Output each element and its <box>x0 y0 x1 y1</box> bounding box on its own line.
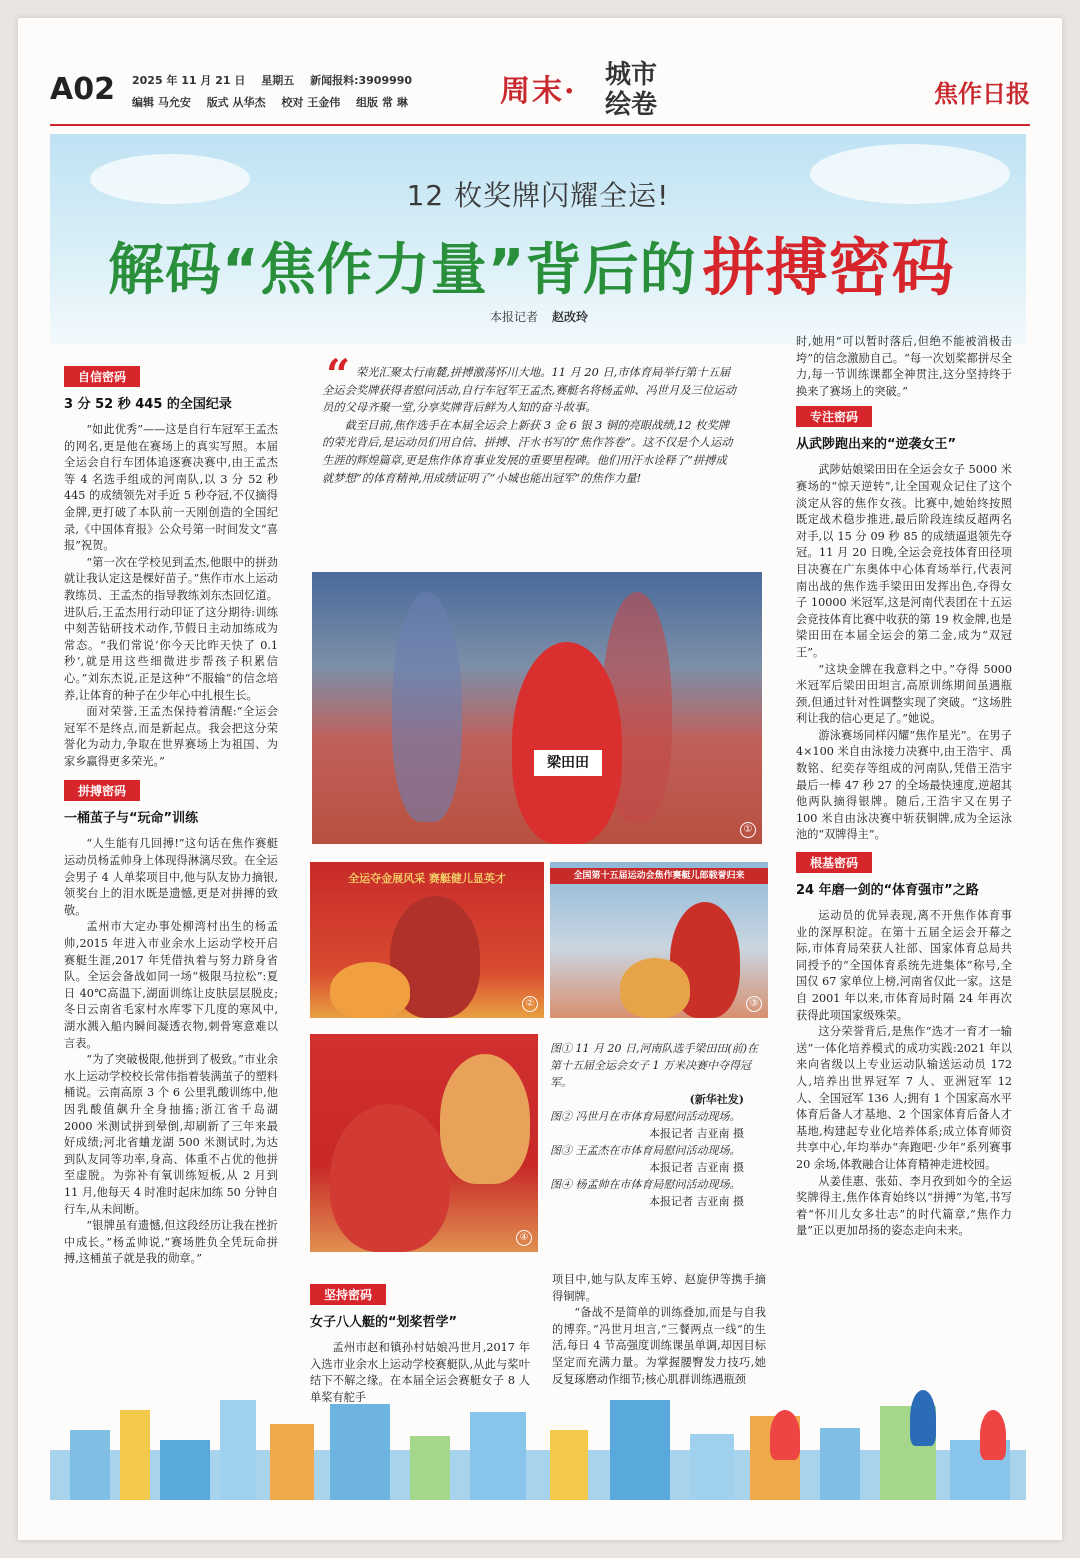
photo-runner <box>312 572 762 844</box>
bib-number: 梁田田 <box>534 750 602 776</box>
caption-credit: 本报记者 吉亚南 摄 <box>649 1195 744 1208</box>
photo-feng-shiyue <box>310 862 544 1018</box>
column-name: 周末· <box>500 74 577 109</box>
staff-credits <box>132 94 420 110</box>
section-tag: 自信密码 <box>64 366 140 387</box>
building-icon <box>690 1434 734 1500</box>
caption-credit: (新华社发) <box>689 1093 744 1106</box>
paragraph: 项目中,她与队友库玉婷、赵旋伊等携手摘得铜牌。 <box>552 1273 766 1303</box>
paragraph: “人生能有几回搏!”这句话在焦作赛艇运动员杨孟帅身上体现得淋漓尽致。在全运会男子 4 人单桨项目中,他与队友协力摘银,领奖台上的泪水既是遗憾,更是对拼搏的致敬。 <box>64 837 278 917</box>
badminton-player-icon <box>980 1410 1006 1460</box>
caption: 图② 冯世月在市体育局慰问活动现场。 <box>550 1110 741 1123</box>
column-name-secondary: 城市绘卷 <box>604 60 657 120</box>
section-subtitle: 从武陟跑出来的“逆袭女王” <box>796 437 957 453</box>
photo-backdrop-banner: 全国第十五届运动会焦作赛艇儿郎载誉归来 <box>550 868 768 884</box>
editor-credit: 编辑 马允安 <box>132 96 191 109</box>
paragraph: “银牌虽有遗憾,但这段经历让我在挫折中成长。”杨孟帅说,“赛场胜负全凭玩命拼搏,这桶茧子就是我的勋章。” <box>64 1219 278 1266</box>
paragraph: “这块金牌在我意料之中。”夺得 5000 米冠军后梁田田坦言,高原训练期间虽遇瓶颈,但通过针对性调整实现了突破。“这场胜利让我的信心更足了。”她说。 <box>796 662 1012 726</box>
newspaper-brand: 焦作日报 <box>934 79 1030 108</box>
athlete-figure <box>330 1104 450 1252</box>
paragraph: “备战不是简单的训练叠加,而是与自我的博弈。”冯世月坦言,“三餐两点一线”的生活,每日 4 节高强度训练课虽单调,却因目标坚定而充满力量。为掌握腰臀发力技巧,她反复琢磨动作细节;核心肌群训练遇瓶颈 <box>552 1306 766 1386</box>
paragraph: 从姜佳惠、张茹、李月孜到如今的全运奖牌得主,焦作体育始终以“拼搏”为笔,书写着“怀川儿女多壮志”的时代篇章,“焦作力量”正以更加昂扬的姿态走向未来。 <box>796 1174 1012 1238</box>
quote-mark-icon: “ <box>326 350 351 399</box>
building-icon <box>330 1404 390 1500</box>
section-tag: 拼搏密码 <box>64 780 140 801</box>
paragraph: “为了突破极限,他拼到了极致。”市业余水上运动学校校长常伟指着装满茧子的塑料桶说。云南高原 3 个 6 公里乳酸训练中,他因乳酸值飙升全身抽搐;浙江省千岛湖 2000 米测试拼到晕倒,却刷新了三年来最好成绩;河北省蛐龙湖 500 米测试时,为达到队友同等功率,身高、体重不占优的他拼至虚脱。为弥补有氧训练短板,从 2 月到 11 月,他每天 4 时准时起床加练 50 分钟自行车,从未间断。 <box>64 1053 278 1216</box>
section-subtitle: 24 年磨一剑的“体育强市”之路 <box>796 883 979 899</box>
paragraph: “如此优秀”——这是自行车冠军王孟杰的网名,更是他在赛场上的真实写照。本届全运会自行车团体追逐赛决赛中,由王孟杰等 4 名选手组成的河南队,以 3 分 52 秒 445 的成绩领先对手近 5 秒夺冠,不仅摘得金牌,更打破了本队前一天刚创造的全国纪录,《中国体育报》公众号第一时间发文“喜报”祝贺。 <box>64 423 278 553</box>
section-tag: 坚持密码 <box>310 1284 386 1305</box>
article-lead <box>322 364 738 487</box>
issue-date: 2025 年 11 月 21 日 <box>132 74 246 87</box>
building-icon <box>820 1428 860 1500</box>
caption: 图① 11 月 20 日,河南队选手梁田田(前)在第十五届全运会女子 1 万米决赛中夺得冠军。 <box>550 1042 759 1089</box>
page-number: A02 <box>50 72 115 107</box>
building-icon <box>70 1430 110 1500</box>
middle-bottom-column-2 <box>552 1272 766 1388</box>
left-column <box>64 364 278 1268</box>
building-icon <box>160 1440 210 1500</box>
paragraph: 时,她用“可以暂时落后,但绝不能被消极击垮”的信念激励自己。“每一次划桨都拼尽全力,每一节训练课都全神贯注,这分坚持终于换来了赛场上的突破。” <box>796 335 1012 398</box>
layout-credit: 版式 从华杰 <box>206 96 266 109</box>
photo-number: ① <box>740 822 756 838</box>
lead-runner-figure <box>512 642 622 844</box>
header-divider <box>50 124 1030 126</box>
photo-number: ③ <box>746 996 762 1012</box>
photo-yang-mengshuai <box>310 1034 538 1252</box>
headline-highlight: 拼搏密码 <box>702 231 955 304</box>
runner-silhouette-icon <box>770 1410 800 1460</box>
building-icon <box>410 1436 450 1500</box>
paragraph: 这分荣誉背后,是焦作“选才一育才一输送”一体化培养模式的成功实践:2021 年以来向省级以上专业运动队输送运动员 172 人,培养出世界冠军 7 人、亚洲冠军 12 人、全国冠军 136 人;拥有 1 个国家高水平体育后备人才基地、2 个国家体育后备人才基地,构建起专业化培养体系;成立体育师资共享中心,年均举办“奔跑吧·少年”系列赛事 20 余场,体教融合让体育精神走进校园。 <box>796 1025 1012 1171</box>
flower-bouquet <box>620 958 690 1018</box>
group-credit: 组版 常 琳 <box>356 96 408 109</box>
section-tag: 根基密码 <box>796 852 872 873</box>
section-subtitle: 女子八人艇的“划桨哲学” <box>310 1315 458 1330</box>
right-column <box>796 334 1012 1240</box>
paragraph: 运动员的优异表现,离不开焦作体育事业的深厚积淀。在第十五届全运会开幕之际,市体育局荣获人社部、国家体育总局共同授予的“全国体育系统先进集体”称号,全国仅 67 家单位上榜,河南省仅此一家。这是自 2001 年以来,市体育局时隔 24 年再次获得此项国家级殊荣。 <box>796 909 1012 1022</box>
caption-credit: 本报记者 吉亚南 摄 <box>649 1161 744 1174</box>
building-icon <box>610 1400 670 1500</box>
section-subtitle: 3 分 52 秒 445 的全国纪录 <box>64 397 232 412</box>
photo-number: ② <box>522 996 538 1012</box>
volleyball-player-icon <box>910 1390 936 1446</box>
caption: 图③ 王孟杰在市体育局慰问活动现场。 <box>550 1144 741 1157</box>
paragraph: 游泳赛场同样闪耀“焦作星光”。在男子 4×100 米自由泳接力决赛中,由王浩宇、禹数铭、纪奕存等组成的河南队,凭借王浩宇最后一棒 47 秒 27 的全场最快速度,逆超其他两队摘得银牌。随后,王浩宇又在男子 100 米自由泳决赛中斩获铜牌,成为全运泳池的“双牌得主”。 <box>796 728 1012 842</box>
building-icon <box>470 1412 526 1500</box>
issue-weekday: 星期五 <box>261 74 295 87</box>
main-headline <box>108 218 955 307</box>
byline-name: 赵改玲 <box>552 310 589 324</box>
photo-number: ④ <box>516 1230 532 1246</box>
lead-paragraph: 荣光汇聚太行南麓,拼搏激荡怀川大地。11 月 20 日,市体育局举行第十五届全运会奖牌获得者慰问活动,自行车冠军王孟杰,赛艇名将杨孟帅、冯世月及三位运动员的父母齐聚一堂,分享奖牌背后鲜为人知的奋斗故事。 <box>322 366 736 415</box>
building-icon <box>120 1410 150 1500</box>
section-tag: 专注密码 <box>796 406 872 427</box>
photo-wang-mengjie <box>550 862 768 1018</box>
building-icon <box>220 1400 256 1500</box>
middle-bottom-column <box>310 1282 530 1406</box>
section-subtitle: 一桶茧子与“玩命”训练 <box>64 811 199 827</box>
proof-credit: 校对 王金伟 <box>281 96 341 109</box>
paragraph: 孟州市赵和镇孙村姑娘冯世月,2017 年入选市业余水上运动学校赛艇队,从此与桨叶结下不解之缘。在本届全运会赛艇女子 8 人单桨有舵手 <box>310 1341 530 1404</box>
photo-backdrop-text: 全运夺金展风采 赛艇健儿显英才 <box>348 872 506 885</box>
headline-kicker: 12 枚奖牌闪耀全运! <box>406 179 670 212</box>
flower-bouquet <box>330 962 410 1018</box>
photo-captions <box>550 1040 766 1210</box>
city-skyline-illustration <box>50 1390 1026 1500</box>
byline <box>490 308 588 325</box>
issue-meta <box>132 72 424 88</box>
building-icon <box>550 1430 588 1500</box>
byline-label: 本报记者 <box>490 310 539 324</box>
caption-credit: 本报记者 吉亚南 摄 <box>649 1127 744 1140</box>
paragraph: 孟州市大定办事处柳湾村出生的杨孟帅,2015 年进入市业余水上运动学校开启赛艇生涯,2017 年凭借执着与努力跻身省队。全运会备战如同一场“极限马拉松”:夏日 40℃高温下,湖面训练让皮肤层层脱皮;冬日云南省毛家村水库零下几度的寒风中,湖水溅入船内瞬间凝透衣物,刺骨寒意难以言表。 <box>64 920 278 1050</box>
headline-main-text: 解码“焦作力量”背后的 <box>108 238 697 303</box>
news-hotline: 新闻报料:3909990 <box>310 74 413 87</box>
paragraph: 武陟姑娘梁田田在全运会女子 5000 米赛场的“惊天逆转”,让全国观众记住了这个淡定从容的焦作女孩。比赛中,她始终按照既定战术稳步推进,最后阶段连续反超两名对手,以 15 分 09 秒 85 的成绩逼退领先夺冠。11 月 20 日晚,全运会竞技体育田径项目决赛在广东奥体中心体育场举行,代表河南出战的焦作选手梁田田发挥出色,夺得女子 10000 米冠军,这是河南代表团在十五运会竞技体育比赛中收获的第 19 枚金牌,也是梁田田在本届全运会的第二金,成为“双冠王”。 <box>796 463 1012 659</box>
flower-bouquet <box>440 1054 530 1184</box>
building-icon <box>270 1424 314 1500</box>
paragraph: “第一次在学校见到孟杰,他眼中的拼劲就让我认定这是棵好苗子。”焦作市水上运动教练员、王孟杰的指导教练刘东杰回忆道。进队后,王孟杰用行动印证了这分期待:训练中刻苦钻研技术动作,节假日主动加练成为常态。“我们常说‘你今天比昨天快了 0.1 秒’,就是用这些细微进步帮孩子积累信心。”刘东杰说,正是这种“不服输”的信念培养,让体育的种子在少年心中扎根生长。 <box>64 555 278 702</box>
background-runner-figure <box>392 592 462 822</box>
page-header <box>50 60 1030 124</box>
caption: 图④ 杨孟帅在市体育局慰问活动现场。 <box>550 1178 741 1191</box>
lead-paragraph: 截至目前,焦作选手在本届全运会上新获 3 金 6 银 3 铜的亮眼战绩,12 枚奖牌的荣光背后,是运动员们用自信、拼搏、汗水书写的“焦作答卷”。这不仅是个人运动生涯的辉煌篇章,更是焦作体育事业发展的重要里程碑。他们用汗水诠释了“拼搏成就梦想”的体育精神,用成绩证明了“小城也能出冠军”的焦作力量! <box>322 418 733 485</box>
paragraph: 面对荣誉,王孟杰保持着清醒:“全运会冠军不是终点,而是新起点。我会把这分荣誉化为动力,争取在世界赛场上为祖国、为家乡赢得更多荣光。” <box>64 705 278 768</box>
